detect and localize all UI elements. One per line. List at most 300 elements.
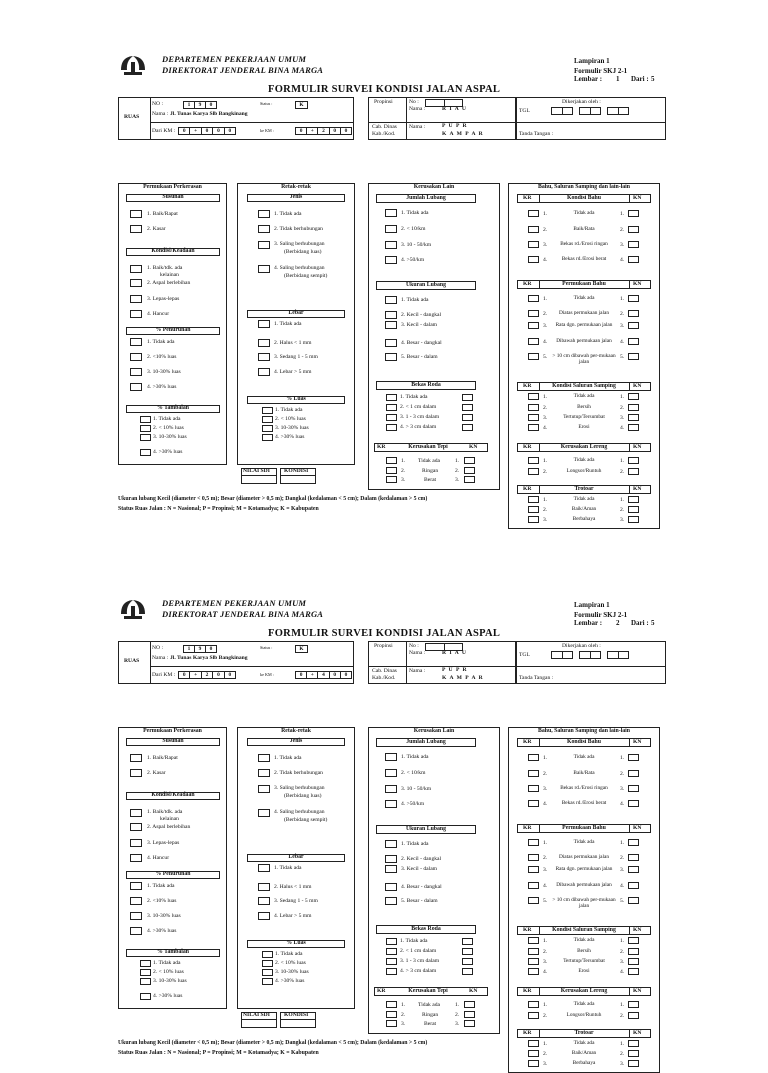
lebar-1-label: 1. Tidak ada	[274, 321, 302, 327]
lebar-2-check[interactable]	[258, 883, 270, 891]
saluran-4-kn[interactable]	[628, 968, 639, 975]
lereng-1-num: 1.	[543, 1002, 548, 1008]
roda-4-check[interactable]	[386, 968, 397, 975]
tepi-2-kn[interactable]	[464, 1011, 475, 1018]
jumlah-2-check[interactable]	[385, 769, 397, 777]
kondisi_bahu-1-kr[interactable]	[528, 754, 539, 761]
trotoar-3-kr[interactable]	[528, 1060, 539, 1067]
directorate-name: DIREKTORAT JENDERAL BINA MARGA	[162, 609, 324, 619]
permukaan_bahu-1-kn[interactable]	[628, 295, 639, 302]
permukaan_bahu-4-kn[interactable]	[628, 338, 639, 345]
permukaan_bahu-1-kn[interactable]	[628, 839, 639, 846]
penurunan-2-label: 2. <10% luas	[147, 898, 177, 904]
lebar-1-label: 1. Tidak ada	[274, 865, 302, 871]
saluran-2-label: Bersih	[577, 404, 591, 410]
trotoar-1-kn[interactable]	[628, 1040, 639, 1047]
roda-2-check[interactable]	[386, 404, 397, 411]
luas-4-label: 4. >30% luas	[275, 978, 305, 984]
tepi-3-num: 3.	[401, 477, 406, 483]
dari-km-field[interactable]	[178, 127, 236, 135]
permukaan_bahu-5-kr[interactable]	[528, 353, 539, 360]
kondisi-2-check[interactable]	[130, 279, 142, 287]
propinsi-no-label: No :	[409, 99, 419, 105]
status-note: Status Ruas Jalan : N = Nasional; P = Propinsi; M = Kotamadya; K = Kabupaten	[118, 1050, 319, 1056]
lebar-1-check[interactable]	[258, 864, 270, 872]
saluran-4-kn[interactable]	[628, 424, 639, 431]
susunan-2-check[interactable]	[130, 769, 142, 777]
kondisi-4-check[interactable]	[130, 854, 142, 862]
luas-head: % Luas	[286, 396, 306, 402]
roda-1-check[interactable]	[386, 394, 397, 401]
kondisi-3-check[interactable]	[130, 839, 142, 847]
saluran-3-kr[interactable]	[528, 414, 539, 421]
form-title: FORMULIR SURVEI KONDISI JALAN ASPAL	[268, 628, 501, 639]
tgl-month-field[interactable]	[579, 107, 601, 115]
luas-2-check[interactable]	[262, 960, 273, 967]
kondisi_bahu-1-label: Tidak ada	[573, 754, 595, 760]
dari-km-digit: 0	[213, 672, 224, 678]
permukaan_bahu-2-num: 2.	[543, 855, 548, 861]
kab-value: K A M P A R	[442, 131, 484, 137]
status-field[interactable]: K	[295, 645, 308, 653]
retak-head: Retak-retak	[281, 728, 311, 734]
luas-4-check[interactable]	[262, 978, 273, 985]
penurunan-1-check[interactable]	[130, 882, 142, 890]
ttd-label: Tanda Tangan :	[519, 675, 554, 681]
jumlah-4-label: 4. >50/km	[401, 801, 425, 807]
jumlah-4-check[interactable]	[385, 800, 397, 808]
propinsi-label: Propinsi	[374, 643, 393, 649]
jumlah-1-check[interactable]	[385, 209, 397, 217]
luas-1-check[interactable]	[262, 951, 273, 958]
luas-3-check[interactable]	[262, 425, 273, 432]
lebar-2-label: 2. Halus < 1 mm	[274, 340, 312, 346]
lereng-2-kr[interactable]	[528, 468, 539, 475]
permukaan_bahu-2-kr[interactable]	[528, 310, 539, 317]
jumlah-3-label: 3. 10 - 50/km	[401, 786, 432, 792]
ke-km-field[interactable]	[295, 127, 352, 135]
kondisi_bahu-1-kr[interactable]	[528, 210, 539, 217]
ukuran-3-check[interactable]	[385, 865, 397, 873]
luas-3-check[interactable]	[262, 969, 273, 976]
susunan-2-label: 2. Kasar	[147, 770, 166, 776]
ke-km-digit: 0	[330, 672, 341, 678]
lebar-3-label: 3. Sedang 1 - 5 mm	[274, 898, 318, 904]
saluran-1-num: 1.	[543, 938, 548, 944]
permukaan_bahu-head: Permukaan Bahu	[562, 281, 606, 287]
kondisi_bahu-4-kn[interactable]	[628, 256, 639, 263]
roda-4-box[interactable]	[462, 968, 473, 975]
trotoar-3-kn[interactable]	[628, 1060, 639, 1067]
roda-3-box[interactable]	[462, 414, 473, 421]
roda-2-box[interactable]	[462, 948, 473, 955]
ruas-no-field[interactable]	[183, 645, 217, 653]
kondisi-2-check[interactable]	[130, 823, 142, 831]
lebar-3-check[interactable]	[258, 353, 270, 361]
saluran-2-kr[interactable]	[528, 948, 539, 955]
tepi-head: Kerusakan Tepi	[408, 988, 448, 994]
roda-4-check[interactable]	[386, 424, 397, 431]
ukuran-1-label: 1. Tidak ada	[401, 841, 429, 847]
saluran-4-label: Erosi	[578, 424, 590, 430]
kondisi-1b-label: kelainan	[160, 272, 179, 278]
ruas-no-digit: 0	[209, 102, 213, 108]
roda-2-box[interactable]	[462, 404, 473, 411]
ruas-no-label: NO :	[152, 101, 164, 107]
kondisi_bahu-2-num: 2.	[543, 227, 548, 233]
roda-3-check[interactable]	[386, 414, 397, 421]
jumlah-3-check[interactable]	[385, 785, 397, 793]
ukuran-lubang-head: Ukuran Lubang	[405, 826, 447, 832]
nilai-sdi-label: NILAI SDI	[243, 468, 270, 474]
penurunan-2-check[interactable]	[130, 897, 142, 905]
lereng-2-kn[interactable]	[628, 468, 639, 475]
susunan-1-check[interactable]	[130, 754, 142, 762]
penurunan-1-label: 1. Tidak ada	[147, 339, 175, 345]
permukaan_bahu-2-kr[interactable]	[528, 854, 539, 861]
roda-1-box[interactable]	[462, 938, 473, 945]
ukuran-5-check[interactable]	[385, 897, 397, 905]
tambalan-3-check[interactable]	[140, 434, 151, 441]
lebar-3-label: 3. Sedang 1 - 5 mm	[274, 354, 318, 360]
saluran-4-kr[interactable]	[528, 968, 539, 975]
luas-3-label: 3. 10-30% luas	[275, 969, 309, 975]
ukuran-4-check[interactable]	[385, 883, 397, 891]
jenis-4-check[interactable]	[258, 265, 270, 273]
ukuran-2-label: 2. Kecil - dangkal	[401, 856, 442, 862]
susunan-1-label: 1. Baik/Rapat	[147, 755, 178, 761]
penurunan-3-check[interactable]	[130, 368, 142, 376]
kondisi_bahu-4-label: Bekas rd./Erosi berat	[561, 256, 607, 262]
saluran-1-kn[interactable]	[628, 937, 639, 944]
saluran-2-num: 2.	[543, 405, 548, 411]
kondisi_bahu-2-kr[interactable]	[528, 770, 539, 777]
ukuran-4-check[interactable]	[385, 339, 397, 347]
lereng-head: Kerusakan Lereng	[560, 444, 608, 450]
dikerjakan-label: Dikerjakan oleh :	[562, 643, 601, 649]
lampiran-label: Lampiran 1	[574, 57, 610, 65]
jumlah-4-check[interactable]	[385, 256, 397, 264]
luas-1-check[interactable]	[262, 407, 273, 414]
kondisi_bahu-head: Kondisi Bahu	[567, 739, 601, 745]
permukaan_bahu-kn-label: KN	[633, 281, 642, 287]
kerusakan-head: Kerusakan Lain	[413, 184, 455, 190]
ukuran-4-label: 4. Besar - dangkal	[401, 340, 442, 346]
saluran-4-kr[interactable]	[528, 424, 539, 431]
kondisi_bahu-1-kn[interactable]	[628, 210, 639, 217]
lereng-1-kn[interactable]	[628, 1001, 639, 1008]
roda-4-label: 4. > 3 cm dalam	[400, 968, 437, 974]
dari-km-label: Dari KM :	[152, 128, 176, 134]
luas-4-check[interactable]	[262, 434, 273, 441]
ukuran-2-check[interactable]	[385, 311, 397, 319]
kondisi_bahu-4-kr[interactable]	[528, 256, 539, 263]
tepi-kr-label: KR	[377, 444, 386, 450]
trotoar-3-label: Berbahaya	[572, 1060, 596, 1066]
tambalan-3-check[interactable]	[140, 978, 151, 985]
lebar-4-check[interactable]	[258, 368, 270, 376]
jenis-2-check[interactable]	[258, 769, 270, 777]
kondisi_bahu-2-kn[interactable]	[628, 770, 639, 777]
trotoar-2-kr[interactable]	[528, 506, 539, 513]
kondisi_bahu-3-label: Bekas rd./Erosi ringan	[560, 785, 608, 791]
tepi-2-kr[interactable]	[386, 467, 397, 474]
dinas-nama-label: Nama :	[409, 668, 426, 674]
trotoar-1-label: Tidak ada	[573, 1040, 595, 1046]
permukaan_bahu-head: Permukaan Bahu	[562, 825, 606, 831]
lebar-2-label: 2. Halus < 1 mm	[274, 884, 312, 890]
lereng-1-kr[interactable]	[528, 1001, 539, 1008]
roda-3-box[interactable]	[462, 958, 473, 965]
tepi-head: Kerusakan Tepi	[408, 444, 448, 450]
ukuran-3-check[interactable]	[385, 321, 397, 329]
trotoar-3-kn[interactable]	[628, 516, 639, 523]
jenis-2-check[interactable]	[258, 225, 270, 233]
lereng-1-label: Tidak ada	[573, 457, 595, 463]
saluran-4-num-right: 4.	[620, 969, 625, 975]
kab-value: K A M P A R	[442, 675, 484, 681]
status-field[interactable]: K	[295, 101, 308, 109]
lebar-4-label: 4. Lebar > 5 mm	[274, 913, 312, 919]
permukaan_bahu-3-kn[interactable]	[628, 866, 639, 873]
ruas-no-field[interactable]	[183, 101, 217, 109]
kondisi_bahu-4-kn[interactable]	[628, 800, 639, 807]
dinas-nama-label: Nama :	[409, 124, 426, 130]
tambalan-4-check[interactable]	[140, 993, 151, 1000]
permukaan_bahu-4-num: 4.	[543, 339, 548, 345]
bekas-roda-head: Bekas Roda	[411, 382, 441, 388]
saluran-1-kn[interactable]	[628, 393, 639, 400]
saluran-3-label: Tertutup/Tersumbat	[563, 958, 605, 964]
permukaan_bahu-1-num-right: 1.	[620, 840, 625, 846]
trotoar-1-kr[interactable]	[528, 496, 539, 503]
tambalan-2-check[interactable]	[140, 425, 151, 432]
trotoar-1-kn[interactable]	[628, 496, 639, 503]
lereng-2-kn[interactable]	[628, 1012, 639, 1019]
tepi-3-kr[interactable]	[386, 476, 397, 483]
lebar-3-check[interactable]	[258, 897, 270, 905]
jenis-1-check[interactable]	[258, 210, 270, 218]
tepi-2-kn[interactable]	[464, 467, 475, 474]
kondisi_bahu-3-kr[interactable]	[528, 241, 539, 248]
tgl-label: TGL	[519, 108, 530, 114]
tepi-1-kn[interactable]	[464, 1001, 475, 1008]
saluran-3-label: Tertutup/Tersumbat	[563, 414, 605, 420]
tambalan-4-label: 4. >30% luas	[153, 449, 183, 455]
kondisi_bahu-4-kr[interactable]	[528, 800, 539, 807]
tgl-day-field[interactable]	[551, 107, 573, 115]
trotoar-2-kn[interactable]	[628, 1050, 639, 1057]
jenis-3-check[interactable]	[258, 785, 270, 793]
roda-3-label: 3. 1 - 3 cm dalam	[400, 958, 440, 964]
kondisi_bahu-1-num: 1.	[543, 211, 548, 217]
saluran-3-kr[interactable]	[528, 958, 539, 965]
tepi-1-kr[interactable]	[386, 457, 397, 464]
penurunan-3-check[interactable]	[130, 912, 142, 920]
permukaan_bahu-2-kn[interactable]	[628, 854, 639, 861]
roda-3-check[interactable]	[386, 958, 397, 965]
roda-4-label: 4. > 3 cm dalam	[400, 424, 437, 430]
ke-km-field[interactable]	[295, 671, 352, 679]
tepi-1-kr[interactable]	[386, 1001, 397, 1008]
tepi-3-num: 3.	[401, 1021, 406, 1027]
kondisi_bahu-2-kr[interactable]	[528, 226, 539, 233]
permukaan_bahu-5-kn[interactable]	[628, 897, 639, 904]
jumlah-lubang-head: Jumlah Lubang	[406, 195, 446, 201]
jenis-3-label: 3. Saling berhubungan	[274, 785, 325, 791]
trotoar-2-kr[interactable]	[528, 1050, 539, 1057]
kab-label: Kab./Kod.	[372, 131, 396, 137]
susunan-1-check[interactable]	[130, 210, 142, 218]
saluran-3-num-right: 3.	[620, 959, 625, 965]
ruas-label: RUAS	[124, 114, 140, 120]
kondisi_bahu-4-num-right: 4.	[620, 257, 625, 263]
ukuran-1-check[interactable]	[385, 840, 397, 848]
kondisi_bahu-1-kn[interactable]	[628, 754, 639, 761]
tambalan-1-check[interactable]	[140, 960, 151, 967]
permukaan_bahu-3-kn[interactable]	[628, 322, 639, 329]
ukuran-1-check[interactable]	[385, 296, 397, 304]
roda-2-check[interactable]	[386, 948, 397, 955]
kondisi_bahu-3-num-right: 3.	[620, 786, 625, 792]
status-label: Status :	[260, 101, 273, 106]
jumlah-3-check[interactable]	[385, 241, 397, 249]
luas-4-label: 4. >30% luas	[275, 434, 305, 440]
tepi-kr-label: KR	[377, 988, 386, 994]
tepi-kn-label: KN	[469, 988, 478, 994]
tgl-day-field[interactable]	[551, 651, 573, 659]
tgl-year-field[interactable]	[607, 107, 629, 115]
ke-km-digit: 4	[318, 672, 329, 678]
saluran-kr-label: KR	[523, 927, 532, 933]
saluran-1-kr[interactable]	[528, 937, 539, 944]
tgl-month-field[interactable]	[579, 651, 601, 659]
permukaan_bahu-3-kr[interactable]	[528, 322, 539, 329]
kondisi_bahu-2-kn[interactable]	[628, 226, 639, 233]
lebar-2-check[interactable]	[258, 339, 270, 347]
ke-km-digit: 0	[330, 128, 341, 134]
kondisi-4-check[interactable]	[130, 310, 142, 318]
roda-1-box[interactable]	[462, 394, 473, 401]
tgl-year-field[interactable]	[607, 651, 629, 659]
jenis-3-label: 3. Saling berhubungan	[274, 241, 325, 247]
kondisi-1-check[interactable]	[130, 265, 142, 273]
jenis-3b-label: (Berbidang luas)	[284, 793, 322, 799]
permukaan_bahu-4-kr[interactable]	[528, 882, 539, 889]
trotoar-3-num: 3.	[543, 1061, 548, 1067]
kondisi_bahu-3-kn[interactable]	[628, 241, 639, 248]
dari-km-field[interactable]	[178, 671, 236, 679]
ruas-no-digit: 9	[195, 646, 206, 652]
ukuran-5-check[interactable]	[385, 353, 397, 361]
tepi-3-kn[interactable]	[464, 476, 475, 483]
lereng-1-kn[interactable]	[628, 457, 639, 464]
trotoar-2-kn[interactable]	[628, 506, 639, 513]
trotoar-1-kr[interactable]	[528, 1040, 539, 1047]
kondisi-1-check[interactable]	[130, 809, 142, 817]
dari-km-digit: 0	[179, 672, 190, 678]
tgl-label: TGL	[519, 652, 530, 658]
saluran-3-kn[interactable]	[628, 958, 639, 965]
kondisi-label: KONDISI	[284, 468, 309, 474]
permukaan_bahu-5-kr[interactable]	[528, 897, 539, 904]
saluran-1-kr[interactable]	[528, 393, 539, 400]
ukuran-2-check[interactable]	[385, 855, 397, 863]
penurunan-4-check[interactable]	[130, 383, 142, 391]
luas-3-label: 3. 10-30% luas	[275, 425, 309, 431]
jenis-3-check[interactable]	[258, 241, 270, 249]
saluran-1-num: 1.	[543, 394, 548, 400]
lereng-2-num-right: 2.	[620, 469, 625, 475]
permukaan_bahu-1-kr[interactable]	[528, 295, 539, 302]
saluran-1-num-right: 1.	[620, 394, 625, 400]
trotoar-2-num: 2.	[543, 1051, 548, 1057]
kondisi-3-check[interactable]	[130, 295, 142, 303]
saluran-2-kn[interactable]	[628, 948, 639, 955]
ke-km-digit: 0	[296, 672, 307, 678]
kondisi_bahu-3-num: 3.	[543, 786, 548, 792]
permukaan_bahu-3-num: 3.	[543, 323, 548, 329]
lereng-2-kr[interactable]	[528, 1012, 539, 1019]
kondisi_bahu-3-kr[interactable]	[528, 785, 539, 792]
penurunan-3-label: 3. 10-30% luas	[147, 369, 181, 375]
jenis-1-check[interactable]	[258, 754, 270, 762]
luas-2-check[interactable]	[262, 416, 273, 423]
lereng-2-label: Longsor/Runtuh	[566, 1012, 602, 1018]
permukaan_bahu-4-kr[interactable]	[528, 338, 539, 345]
permukaan_bahu-3-num-right: 3.	[620, 323, 625, 329]
lereng-2-num: 2.	[543, 469, 548, 475]
tepi-1-num: 1.	[401, 458, 406, 464]
tepi-1-kn[interactable]	[464, 457, 475, 464]
saluran-2-kn[interactable]	[628, 404, 639, 411]
permukaan_bahu-2-kn[interactable]	[628, 310, 639, 317]
permukaan_bahu-5-kn[interactable]	[628, 353, 639, 360]
penurunan-2-check[interactable]	[130, 353, 142, 361]
luas-head: % Luas	[286, 940, 306, 946]
saluran-3-kn[interactable]	[628, 414, 639, 421]
kondisi_bahu-3-kn[interactable]	[628, 785, 639, 792]
susunan-2-check[interactable]	[130, 225, 142, 233]
trotoar-3-kr[interactable]	[528, 516, 539, 523]
kondisi_bahu-4-num-right: 4.	[620, 801, 625, 807]
tepi-kn-label: KN	[469, 444, 478, 450]
permukaan_bahu-1-kr[interactable]	[528, 839, 539, 846]
permukaan_bahu-kn-label: KN	[633, 825, 642, 831]
lebar-1-check[interactable]	[258, 320, 270, 328]
saluran-2-kr[interactable]	[528, 404, 539, 411]
lereng-1-kr[interactable]	[528, 457, 539, 464]
jenis-4-check[interactable]	[258, 809, 270, 817]
jumlah-1-check[interactable]	[385, 753, 397, 761]
tambalan-2-check[interactable]	[140, 969, 151, 976]
lebar-4-check[interactable]	[258, 912, 270, 920]
tepi-2-kr[interactable]	[386, 1011, 397, 1018]
permukaan_bahu-3-kr[interactable]	[528, 866, 539, 873]
penurunan-4-check[interactable]	[130, 927, 142, 935]
permukaan_bahu-4-kn[interactable]	[628, 882, 639, 889]
roda-4-box[interactable]	[462, 424, 473, 431]
penurunan-1-check[interactable]	[130, 338, 142, 346]
tambalan-1-check[interactable]	[140, 416, 151, 423]
roda-1-check[interactable]	[386, 938, 397, 945]
tepi-2-num: 2.	[401, 468, 406, 474]
ke-km-digit: +	[307, 128, 318, 134]
jenis-4-label: 4. Saling berhubungan	[274, 809, 325, 815]
dari-km-digit: 0	[213, 128, 224, 134]
tambalan-4-check[interactable]	[140, 449, 151, 456]
jumlah-2-check[interactable]	[385, 225, 397, 233]
